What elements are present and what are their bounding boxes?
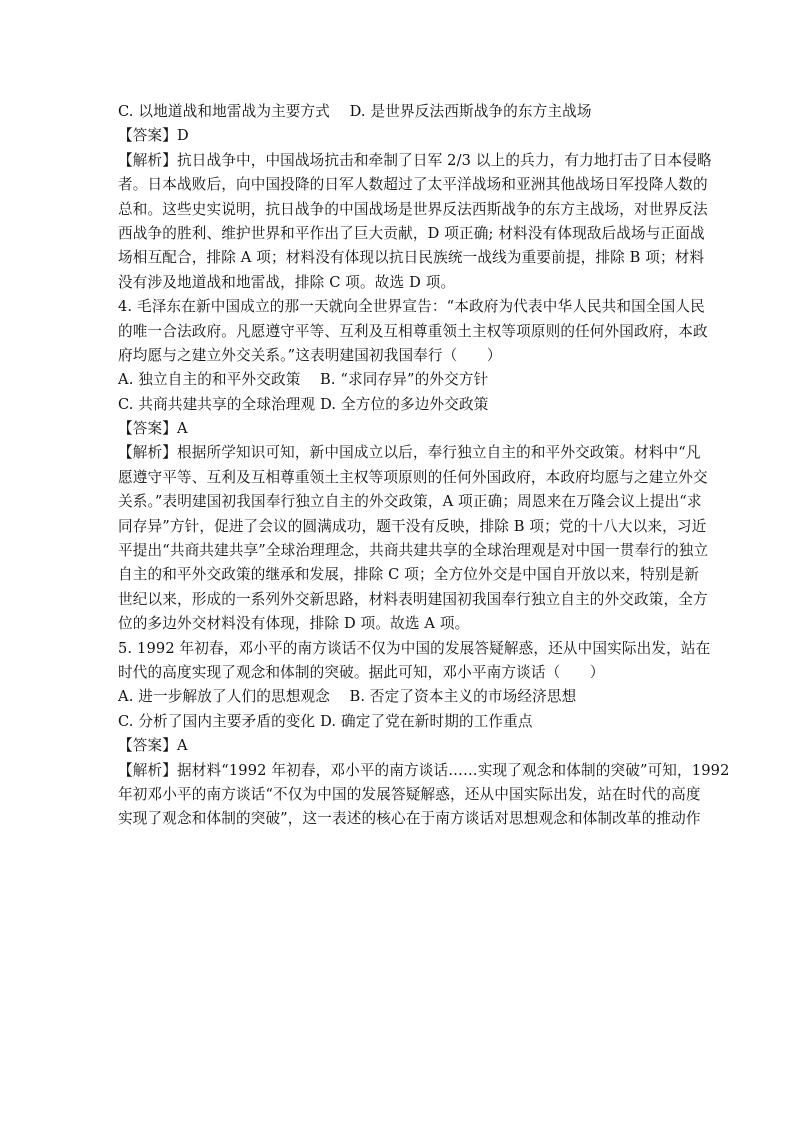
analysis-line: 世纪以来，形成的一系列外交新思路，材料表明建国初我国奉行独立自主的外交政策，全方 — [118, 590, 708, 608]
analysis-line: 【解析】据材料“1992 年初春，邓小平的南方谈话……实现了观念和体制的突破”可知，1992 — [118, 761, 730, 779]
document-page — [118, 100, 730, 832]
analysis-line: 实现了观念和体制的突破”，这一表述的核心在于南方谈话对思想观念和体制改革的推动作 — [118, 810, 701, 828]
analysis-line: 愿遵守平等、互利及互相尊重领土主权等项原则的任何外国政府，本政府均愿与之建立外交 — [118, 468, 708, 486]
question-line: 的唯一合法政府。凡愿遵守平等、互利及互相尊重领土主权等项原则的任何外国政府，本政 — [118, 322, 708, 340]
analysis-line: 没有涉及地道战和地雷战，排除 C 项。故选 D 项。 — [118, 273, 456, 291]
analysis-line: 同存异”方针，促进了会议的圆满成功，题干没有反映，排除 B 项；党的十八大以来，习近 — [118, 517, 707, 535]
analysis-line: 自主的和平外交政策的继承和发展，排除 C 项；全方位外交是中国自开放以来，特别是新 — [118, 566, 700, 584]
analysis-line: 平提出“共商共建共享”全球治理理念，共商共建共享的全球治理观是对中国一贯奉行的独立 — [118, 542, 709, 560]
answer-line: 【答案】D — [118, 127, 189, 145]
analysis-line: 关系。”表明建国初我国奉行独立自主的外交政策，A 项正确；周恩来在万隆会议上提出“求 — [118, 493, 702, 511]
analysis-line: 西战争的胜利、维护世界和平作出了巨大贡献，D 项正确; 材料没有体现敌后战场与正面战 — [118, 224, 705, 242]
analysis-line: 总和。这些史实说明，抗日战争的中国战场是世界反法西斯战争的东方主战场，对世界反法 — [118, 200, 708, 218]
question-line: 府均愿与之建立外交关系。”这表明建国初我国奉行（ ） — [118, 346, 502, 364]
question-line: 时代的高度实现了观念和体制的突破。据此可知，邓小平南方谈话（ ） — [118, 663, 605, 681]
answer-line: 【答案】A — [118, 737, 188, 755]
analysis-line: 场相互配合，排除 A 项；材料没有体现以抗日民族统一战线为重要前提，排除 B 项；材料 — [118, 249, 705, 267]
answer-line: 【答案】A — [118, 420, 188, 438]
analysis-line: 【解析】根据所学知识可知，新中国成立以后，奉行独立自主的和平外交政策。材料中“凡 — [118, 444, 701, 462]
option-line: C. 分析了国内主要矛盾的变化 D. 确定了党在新时期的工作重点 — [118, 712, 533, 730]
analysis-line: 年初邓小平的南方谈话“不仅为中国的发展答疑解惑，还从中国实际出发，站在时代的高度 — [118, 785, 701, 803]
option-line: A. 进一步解放了人们的思想观念 B. 否定了资本主义的市场经济思想 — [118, 688, 577, 706]
analysis-line: 位的多边外交材料没有体现，排除 D 项。故选 A 项。 — [118, 615, 470, 633]
question-line: 5. 1992 年初春，邓小平的南方谈话不仅为中国的发展答疑解惑，还从中国实际出发，站在 — [118, 639, 711, 657]
option-line: C. 以地道战和地雷战为主要方式 D. 是世界反法西斯战争的东方主战场 — [118, 103, 592, 120]
analysis-line: 【解析】抗日战争中，中国战场抗击和牵制了日军 2/3 以上的兵力，有力地打击了日本侵略 — [118, 151, 712, 169]
option-line: C. 共商共建共享的全球治理观 D. 全方位的多边外交政策 — [118, 395, 489, 413]
analysis-line: 者。日本战败后，向中国投降的日军人数超过了太平洋战场和亚洲其他战场日军投降人数的 — [118, 176, 708, 194]
question-line: 4. 毛泽东在新中国成立的那一天就向全世界宣告：“本政府为代表中华人民共和国全国人民 — [118, 298, 705, 316]
option-line: A. 独立自主的和平外交政策 B. “求同存异”的外交方针 — [118, 371, 489, 389]
